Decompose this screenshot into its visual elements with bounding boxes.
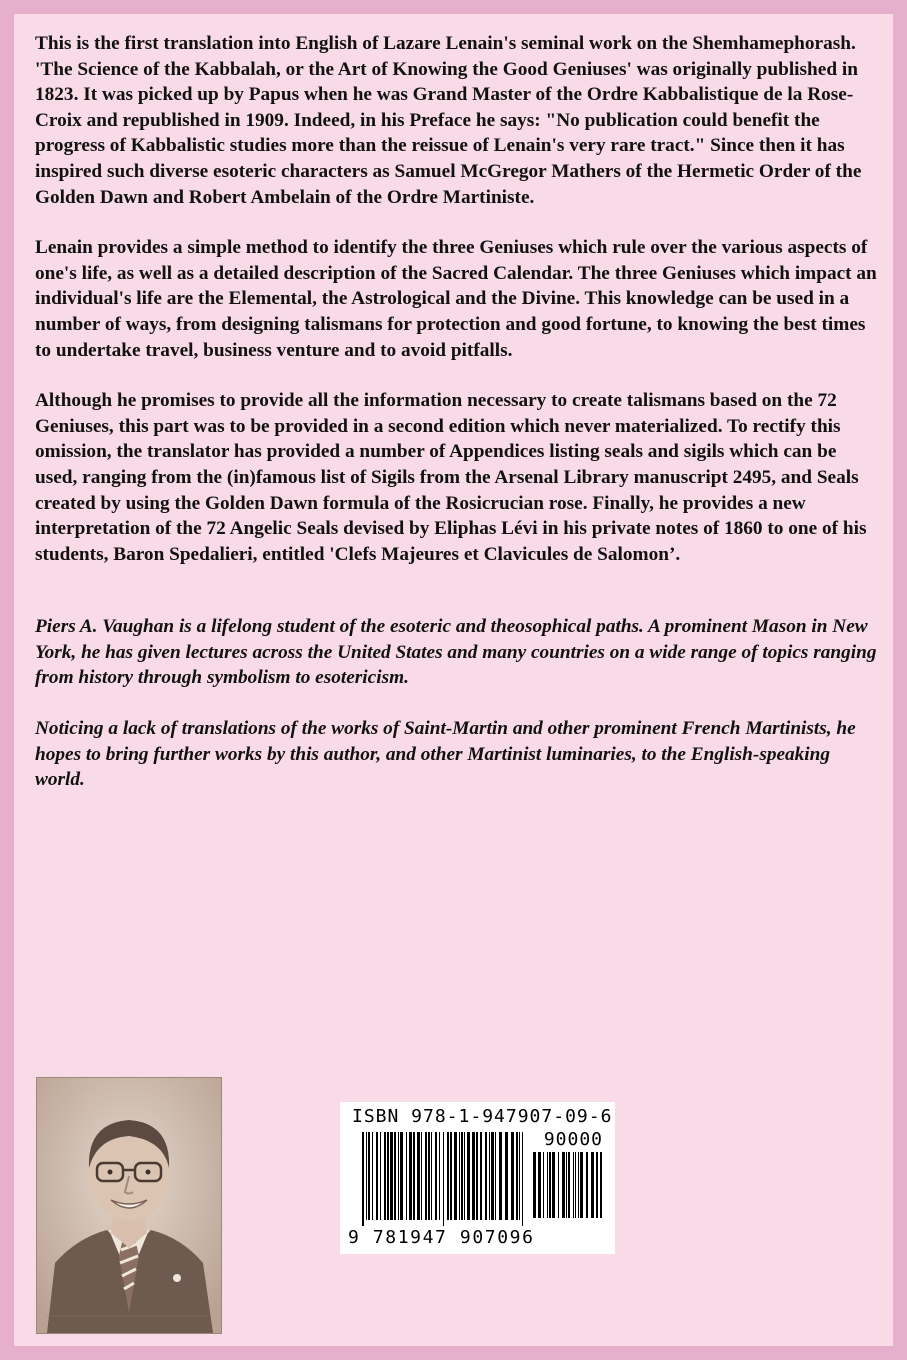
- author-bio-paragraph-2: Noticing a lack of translations of the works of Saint-Martin and other prominent French Martinists, he hopes to bring further works by this author, and other Martinist luminaries, to the English-speaking world.: [35, 718, 856, 791]
- ean-digits: 9 781947 907096: [348, 1227, 535, 1248]
- text-block: [35, 31, 880, 818]
- isbn-barcode: [340, 1102, 615, 1254]
- barcode-addon-digits: 90000: [543, 1129, 603, 1150]
- description-paragraph-3: Although he promises to provide all the information necessary to create talismans based on the 72 Geniuses, this part was to be provided in a second edition which never materialized. To rectify this omission, the translator has provided a number of Appendices listing seals and sigils which can be used, ranging from the (in)famous list of Sigils from the Arsenal Library manuscript 2495, and Seals created by using the Golden Dawn formula of the Rosicrucian rose. Finally, he provides a new interpretation of the 72 Angelic Seals devised by Eliphas Lévi in his private notes of 1860 to one of his students, Baron Spedalieri, entitled 'Clefs Majeures et Clavicules de Salomon’.: [35, 390, 867, 565]
- isbn-label: ISBN 978-1-947907-09-6: [352, 1106, 613, 1127]
- description-paragraph-2: Lenain provides a simple method to identify the three Geniuses which rule over the various aspects of one's life, as well as a detailed description of the Sacred Calendar. The three Geniuses which impact an individual's life are the Elemental, the Astrological and the Divine. This knowledge can be used in a number of ways, from designing talismans for protection and good fortune, to knowing the best times to undertake travel, business venture and to avoid pitfalls.: [35, 237, 877, 361]
- author-bio-paragraph-1: Piers A. Vaughan is a lifelong student of the esoteric and theosophical paths. A prominent Mason in New York, he has given lectures across the United States and many countries on a wide range of topics ranging from history through symbolism to esotericism.: [35, 616, 877, 689]
- author-portrait: [36, 1077, 222, 1334]
- ean-barcode-bars: [362, 1132, 524, 1226]
- addon-barcode-bars: [533, 1152, 603, 1224]
- description-paragraph-1: This is the first translation into English of Lazare Lenain's seminal work on the Shemhamephorash. 'The Science of the Kabbalah, or the Art of Knowing the Good Geniuses' was originally published in 1823. It was picked up by Papus when he was Grand Master of the Ordre Kabbalistique de la Rose-Croix and republished in 1909. Indeed, in his Preface he says: "No publication could benefit the progress of Kabbalistic studies more than the reissue of Lenain's very rare tract." Since then it has inspired such diverse esoteric characters as Samuel McGregor Mathers of the Hermetic Order of the Golden Dawn and Robert Ambelain of the Ordre Martiniste.: [35, 33, 862, 208]
- back-cover: [14, 14, 893, 1346]
